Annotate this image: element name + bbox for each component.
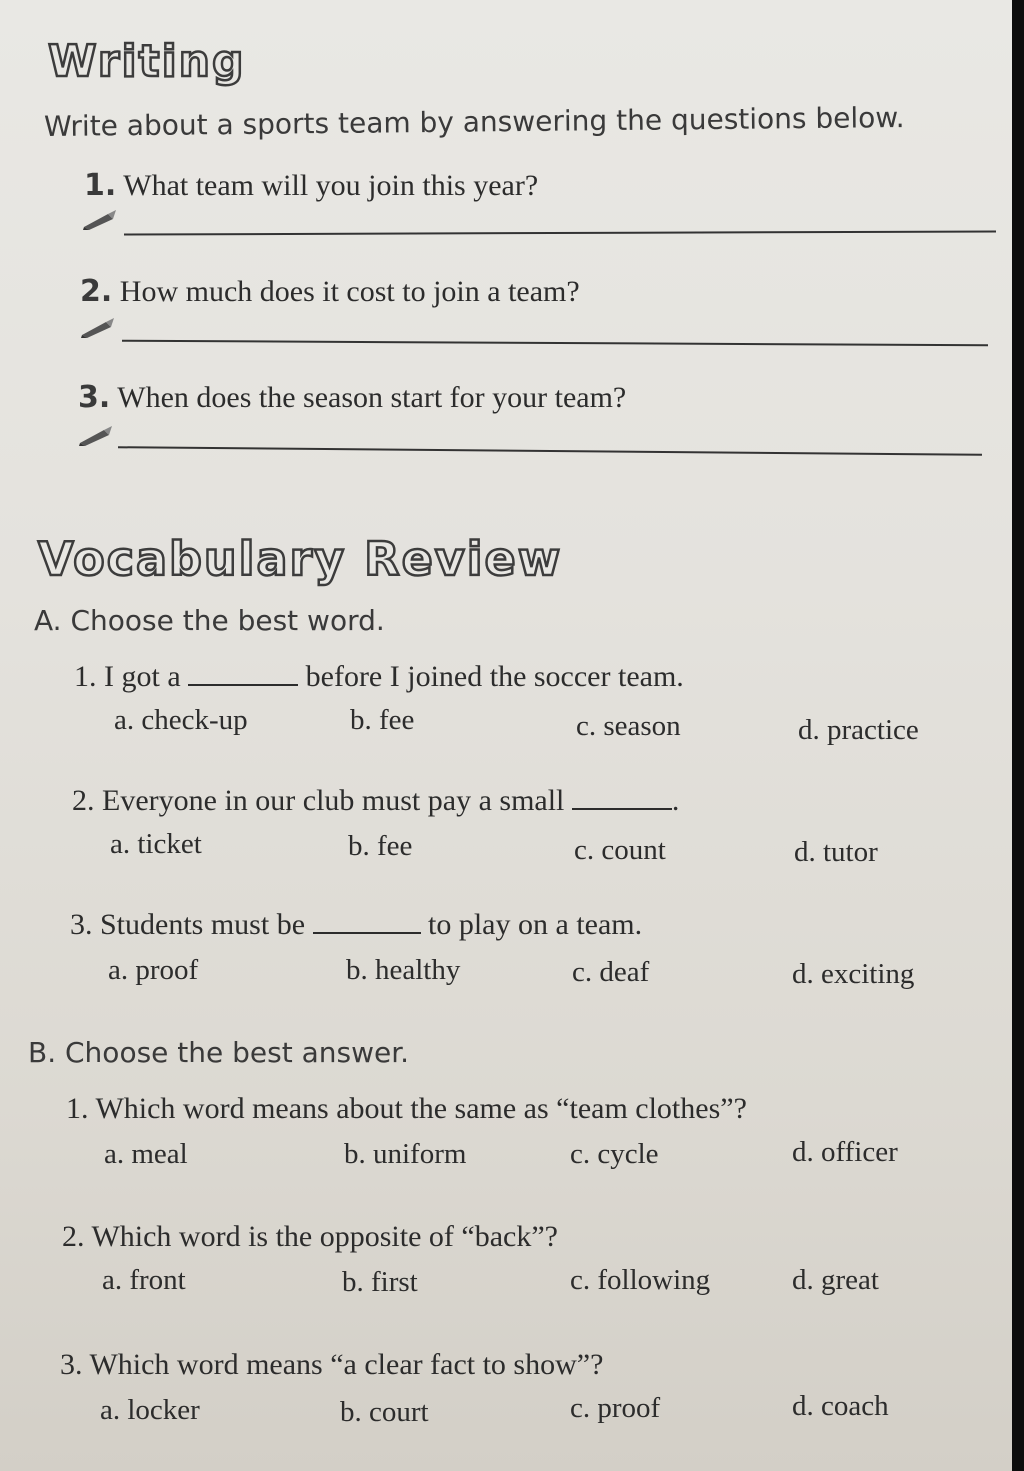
pencil-icon bbox=[82, 208, 118, 230]
section-a-heading: A. Choose the best word. bbox=[34, 604, 385, 637]
option-a[interactable]: a. check-up bbox=[114, 704, 248, 736]
option-b[interactable]: b. healthy bbox=[346, 954, 461, 986]
answer-line-3[interactable] bbox=[118, 446, 982, 456]
option-a[interactable]: a. locker bbox=[100, 1394, 200, 1426]
option-c[interactable]: c. proof bbox=[570, 1392, 661, 1424]
option-d[interactable]: d. exciting bbox=[792, 958, 915, 990]
option-b[interactable]: b. first bbox=[342, 1266, 418, 1298]
option-c[interactable]: c. season bbox=[576, 710, 681, 742]
section-b-heading: B. Choose the best answer. bbox=[28, 1036, 410, 1069]
option-d[interactable]: d. practice bbox=[798, 714, 919, 746]
section-b-question-1: 1. Which word means about the same as “team clothes”? bbox=[66, 1092, 747, 1125]
option-a[interactable]: a. ticket bbox=[110, 828, 202, 860]
option-a[interactable]: a. proof bbox=[108, 954, 199, 986]
option-b[interactable]: b. court bbox=[340, 1396, 429, 1428]
writing-title: Writing bbox=[48, 36, 246, 87]
option-c[interactable]: c. following bbox=[570, 1264, 711, 1296]
section-a-question-2: 2. Everyone in our club must pay a small . bbox=[72, 784, 680, 817]
option-a[interactable]: a. meal bbox=[104, 1138, 188, 1170]
writing-question-1: 1. What team will you join this year? bbox=[84, 168, 539, 203]
writing-instruction: Write about a sports team by answering the questions below. bbox=[43, 100, 905, 143]
writing-question-2: 2. How much does it cost to join a team? bbox=[80, 274, 580, 309]
option-b[interactable]: b. fee bbox=[350, 704, 415, 736]
dark-page-edge bbox=[1012, 0, 1024, 1471]
option-d[interactable]: d. great bbox=[792, 1264, 879, 1296]
pencil-icon bbox=[80, 316, 116, 338]
option-c[interactable]: c. cycle bbox=[570, 1138, 659, 1170]
fill-blank[interactable] bbox=[572, 807, 672, 810]
section-a-question-3: 3. Students must be to play on a team. bbox=[70, 908, 643, 941]
vocab-title: Vocabulary Review bbox=[38, 532, 563, 586]
option-a[interactable]: a. front bbox=[102, 1264, 186, 1296]
option-c[interactable]: c. deaf bbox=[572, 956, 650, 988]
option-d[interactable]: d. tutor bbox=[794, 836, 878, 868]
option-d[interactable]: d. coach bbox=[792, 1390, 889, 1422]
option-b[interactable]: b. fee bbox=[348, 830, 413, 862]
answer-line-1[interactable] bbox=[124, 230, 996, 235]
option-c[interactable]: c. count bbox=[574, 834, 666, 866]
fill-blank[interactable] bbox=[188, 683, 298, 686]
section-b-question-2: 2. Which word is the opposite of “back”? bbox=[62, 1220, 558, 1253]
section-a-question-1: 1. I got a before I joined the soccer team. bbox=[74, 660, 684, 693]
fill-blank[interactable] bbox=[313, 931, 421, 934]
writing-question-3: 3. When does the season start for your team? bbox=[78, 380, 627, 415]
option-b[interactable]: b. uniform bbox=[344, 1138, 467, 1170]
section-b-question-3: 3. Which word means “a clear fact to show”? bbox=[60, 1348, 604, 1381]
option-d[interactable]: d. officer bbox=[792, 1136, 898, 1168]
pencil-icon bbox=[78, 424, 114, 446]
answer-line-2[interactable] bbox=[122, 340, 988, 347]
